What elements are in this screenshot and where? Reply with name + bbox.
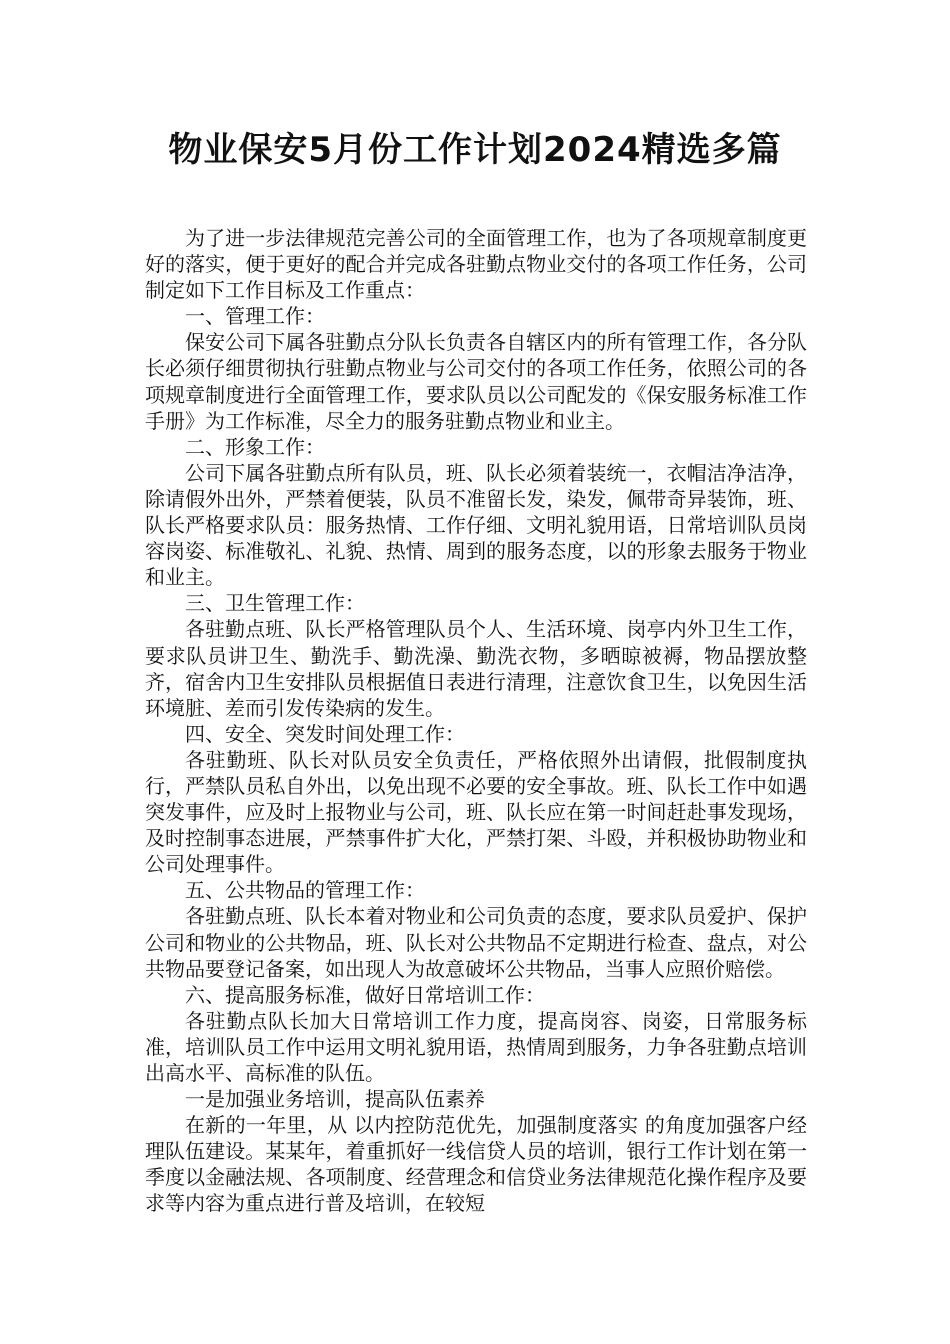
management-paragraph: 保安公司下属各驻勤点分队长负责各自辖区内的所有管理工作，各分队长必须仔细贯彻执行驻勤点物业与公司交付的各项工作任务，依照公司的各项规章制度进行全面管理工作，要求队员以公司配发的《保安服务标准工作手册》为工作标准，尽全力的服务驻勤点物业和业主。 — [145, 330, 807, 433]
intro-paragraph: 为了进一步法律规范完善公司的全面管理工作，也为了各项规章制度更好的落实，便于更好的配合并完成各驻勤点物业交付的各项工作任务，公司制定如下工作目标及工作重点： — [145, 226, 807, 303]
document-title: 物业保安5月份工作计划2024精选多篇 — [168, 130, 782, 170]
image-paragraph: 公司下属各驻勤点所有队员，班、队长必须着装统一，衣帽洁净洁净，除请假外出外，严禁着便装，队员不准留长发，染发，佩带奇异装饰，班、队长严格要求队员：服务热情、工作仔细、文明礼貌用语，日常培训队员岗容岗姿、标准敬礼、礼貌、热情、周到的服务态度，以的形象去服务于物业和业主。 — [145, 460, 807, 590]
hygiene-paragraph: 各驻勤点班、队长严格管理队员个人、生活环境、岗亭内外卫生工作，要求队员讲卫生、勤洗手、勤洗澡、勤洗衣物，多晒晾被褥，物品摆放整齐，宿舍内卫生安排队员根据值日表进行清理，注意饮食卫生，以免因生活环境脏、差而引发传染病的发生。 — [145, 617, 807, 720]
document-body — [145, 225, 807, 1217]
section-heading-hygiene: 三、卫生管理工作： — [185, 591, 365, 616]
business-training-paragraph: 在新的一年里，从 以内控防范优先，加强制度落实 的角度加强客户经理队伍建设。某某年，着重抓好一线信贷人员的培训，银行工作计划在第一季度以金融法规、各项制度、经营理念和信贷业务法律规范化操作程序及要求等内容为重点进行普及培训，在较短 — [145, 1113, 807, 1216]
section-heading-training: 六、提高服务标准，做好日常培训工作： — [185, 982, 545, 1007]
section-heading-image: 二、形象工作： — [185, 434, 325, 459]
safety-paragraph: 各驻勤班、队长对队员安全负责任，严格依照外出请假，批假制度执行，严禁队员私自外出，以免出现不必要的安全事故。班、队长工作中如遇突发事件，应及时上报物业与公司，班、队长应在第一时间赶赴事发现场，及时控制事态进展，严禁事件扩大化，严禁打架、斗殴，并积极协助物业和公司处理事件。 — [145, 747, 807, 877]
section-heading-public-property: 五、公共物品的管理工作： — [185, 878, 425, 903]
section-heading-safety: 四、安全、突发时间处理工作： — [185, 721, 465, 746]
section-heading-management: 一、管理工作： — [185, 304, 325, 329]
training-paragraph: 各驻勤点队长加大日常培训工作力度，提高岗容、岗姿，日常服务标准，培训队员工作中运用文明礼貌用语，热情周到服务，力争各驻勤点培训出高水平、高标准的队伍。 — [145, 1008, 807, 1085]
public-property-paragraph: 各驻勤点班、队长本着对物业和公司负责的态度，要求队员爱护、保护公司和物业的公共物品，班、队长对公共物品不定期进行检查、盘点，对公共物品要登记备案，如出现人为故意破坏公共物品，当事人应照价赔偿。 — [145, 904, 807, 981]
subsection-heading-business-training: 一是加强业务培训，提高队伍素养 — [185, 1087, 485, 1112]
